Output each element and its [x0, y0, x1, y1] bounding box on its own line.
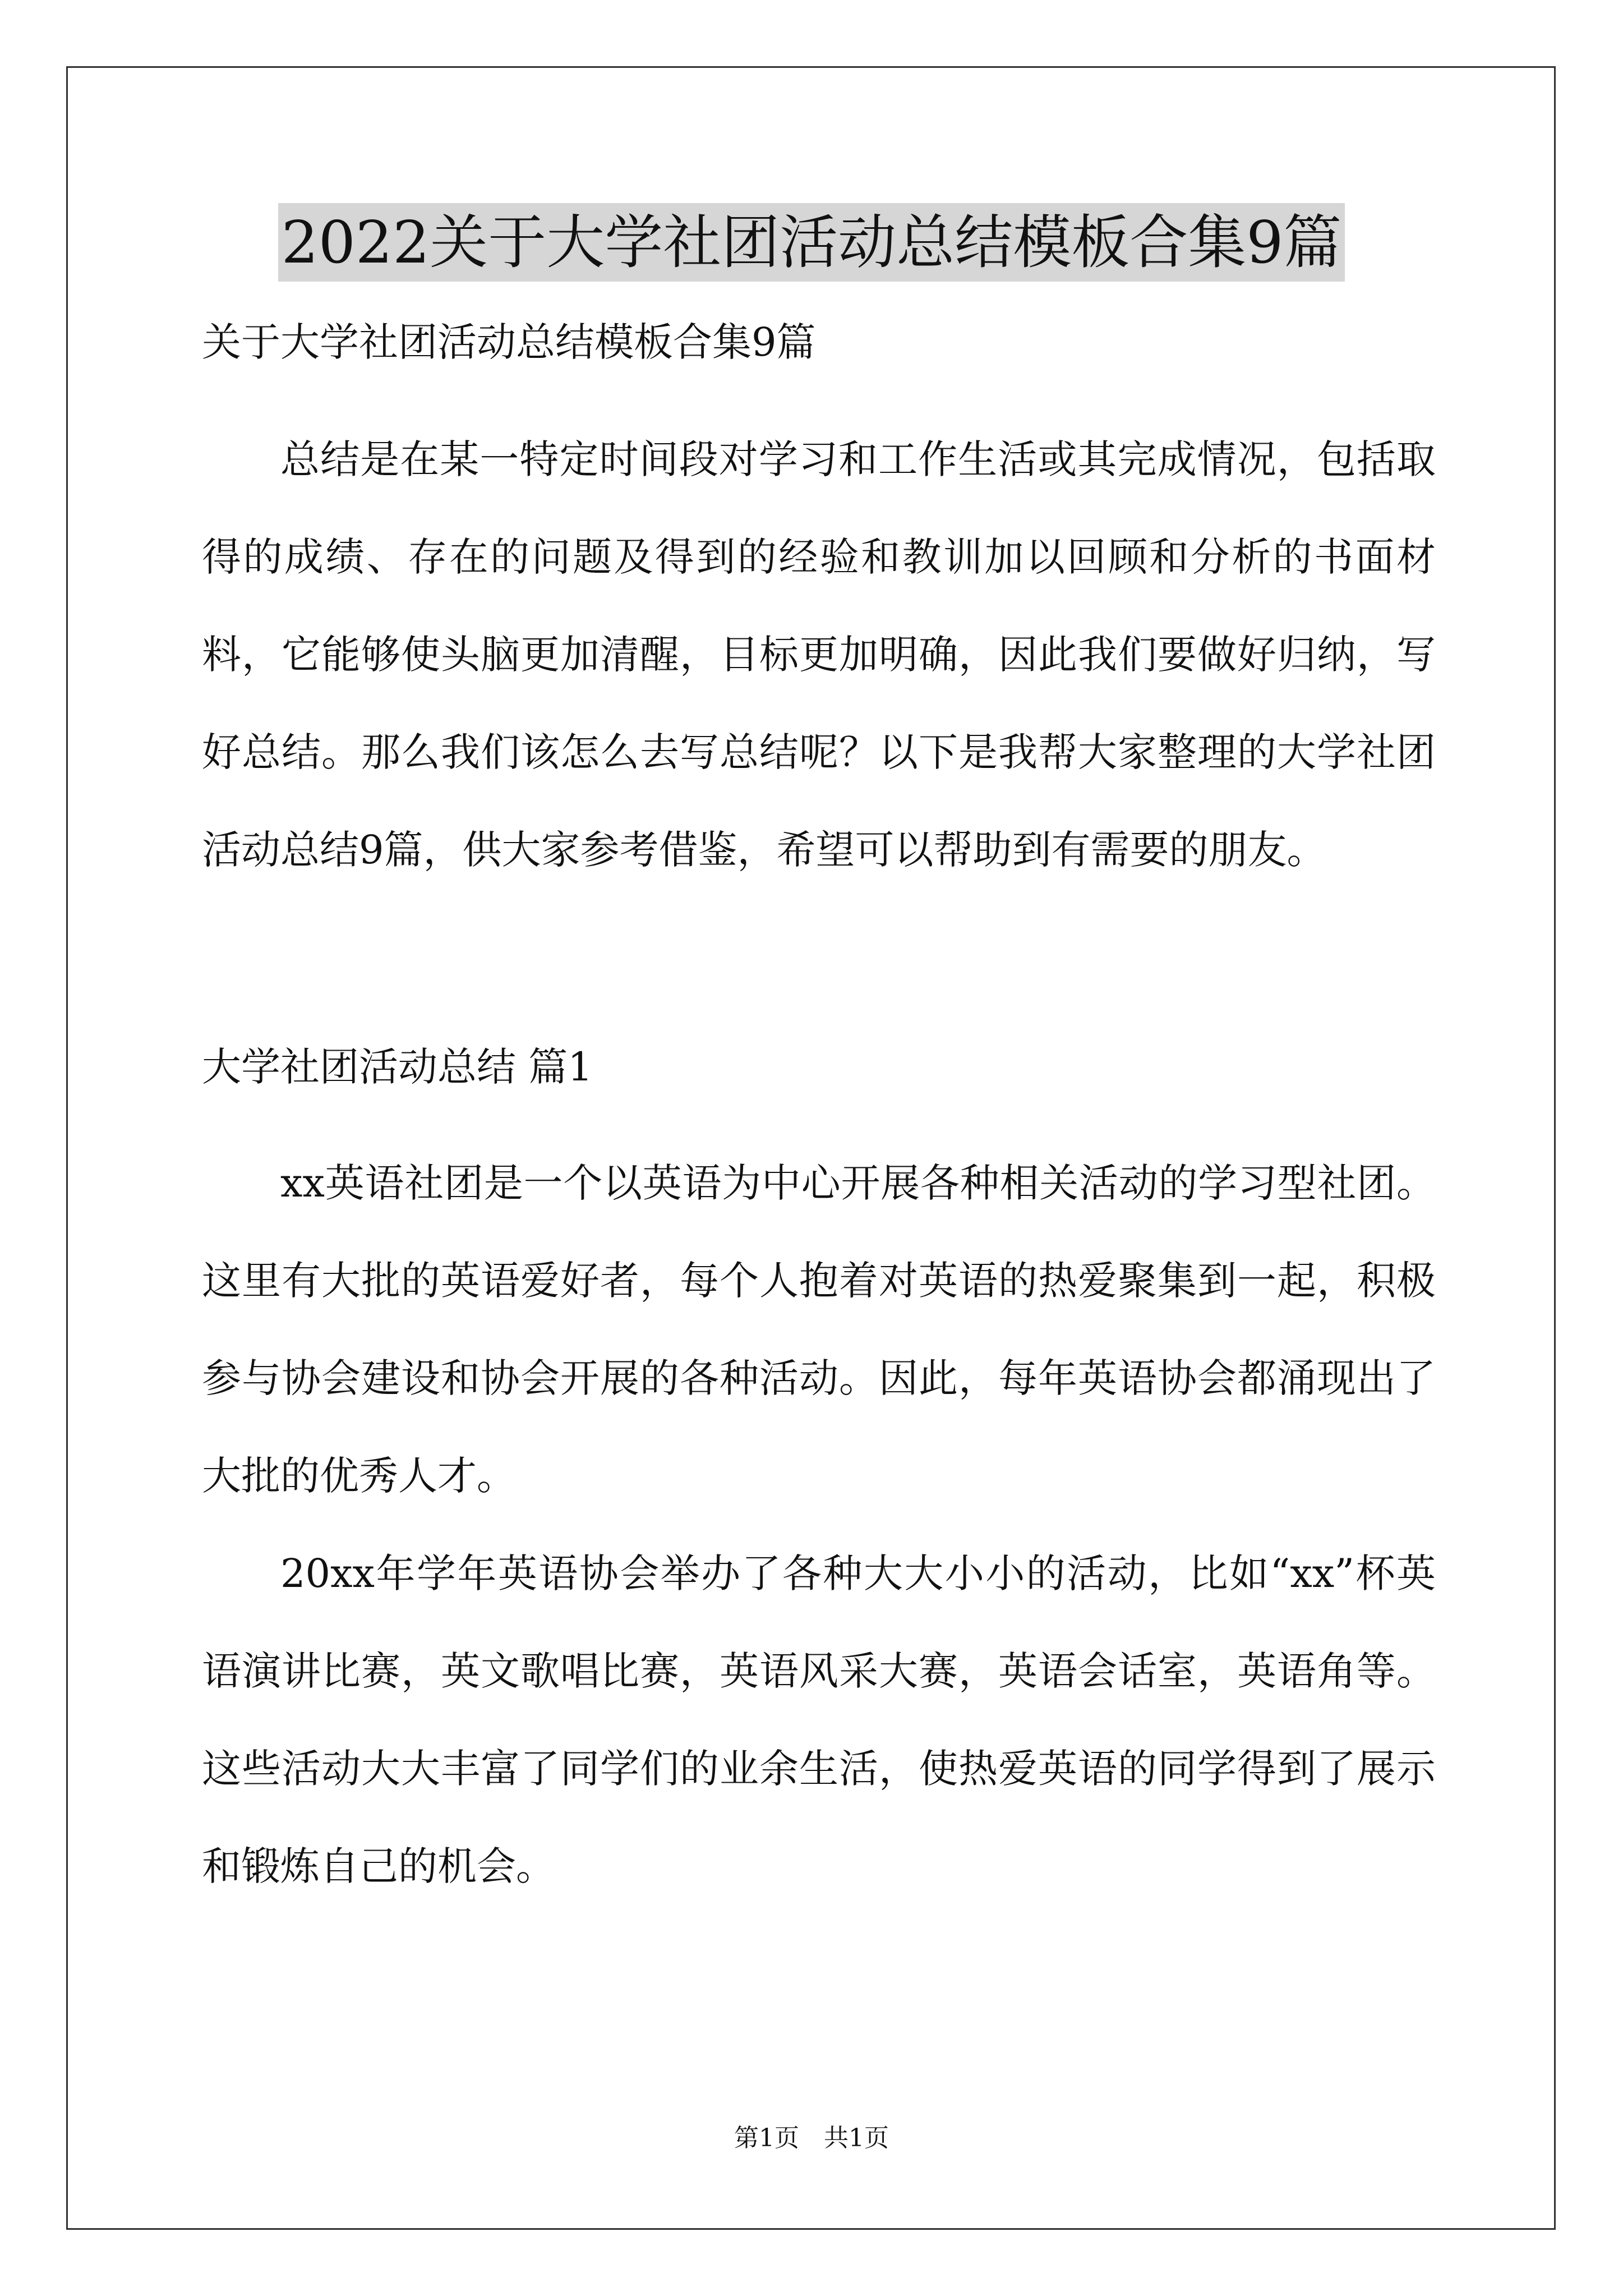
- document-title: 2022关于大学社团活动总结模板合集9篇: [278, 203, 1345, 282]
- section1-paragraph-1: xx英语社团是一个以英语为中心开展各种相关活动的学习型社团。这里有大批的英语爱好者，每个人抱着对英语的热爱聚集到一起，积极参与协会建设和协会开展的各种活动。因此，每年英语协会都涌现出了大批的优秀人才。: [202, 1160, 1436, 1499]
- title-container: [0, 203, 1623, 282]
- page-number-footer: 第1页 共1页: [734, 2124, 889, 2152]
- section1-paragraph-2: 20xx年学年英语协会举办了各种大大小小的活动，比如“xx”杯英语演讲比赛，英文歌唱比赛，英语风采大赛，英语会话室，英语角等。这些活动大大丰富了同学们的业余生活，使热爱英语的同学得到了展示和锻炼自己的机会。: [202, 1550, 1436, 1889]
- document-body: [202, 314, 1436, 1915]
- intro-paragraph: 总结是在某一特定时间段对学习和工作生活或其完成情况，包括取得的成绩、存在的问题及得到的经验和教训加以回顾和分析的书面材料，它能够使头脑更加清醒，目标更加明确，因此我们要做好归纳，写好总结。那么我们该怎么去写总结呢？以下是我帮大家整理的大学社团活动总结9篇，供大家参考借鉴，希望可以帮助到有需要的朋友。: [202, 436, 1436, 873]
- section-heading-1: 大学社团活动总结 篇1: [202, 1044, 593, 1090]
- document-subtitle: 关于大学社团活动总结模板合集9篇: [202, 319, 816, 365]
